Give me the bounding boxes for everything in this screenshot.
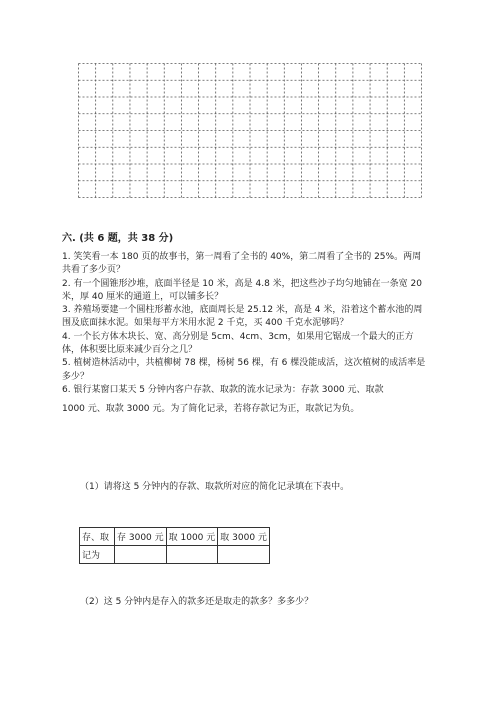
- problem-6-continued: 1000 元、取款 3000 元。为了简化记录，若将存款记为正，取款记为负。: [62, 404, 360, 415]
- table-header-cell: 存、取: [80, 528, 115, 546]
- answer-cell[interactable]: [166, 546, 218, 564]
- problem-6: 6. 银行某窗口某天 5 分钟内客户存款、取款的流水记录为：存款 3000 元、取款: [62, 384, 384, 395]
- writing-grid-svg: [78, 63, 422, 198]
- table-row-label: 记为: [80, 546, 115, 564]
- section-title: 六. (共 6 题，共 38 分): [62, 233, 174, 244]
- table-header-cell: 取 3000 元: [218, 528, 270, 546]
- problem-1: 1. 笑笑看一本 180 页的故事书，第一周看了全书的 40%，第二周看了全书的 25%。两周共看了多少页？: [62, 252, 422, 276]
- writing-grid: [78, 63, 422, 198]
- table-header-cell: 存 3000 元: [115, 528, 167, 546]
- sub-question-1: （1）请将这 5 分钟内的存款、取款所对应的简化记录填在下表中。: [80, 482, 350, 492]
- problem-4: 4. 一个长方体木块长、宽、高分别是 5cm、4cm、3cm，如果用它锯成一个最大的正方体，体积要比原来减少百分之几？: [62, 331, 414, 356]
- record-table: [79, 527, 270, 564]
- problem-list: [62, 251, 430, 417]
- sub-question-2: （2）这 5 分钟内是存入的款多还是取走的款多？多多少？: [80, 597, 314, 607]
- answer-cell[interactable]: [218, 546, 270, 564]
- answer-cell[interactable]: [115, 546, 167, 564]
- table-row: [80, 546, 270, 564]
- problem-3: 3. 养殖场要建一个圆柱形蓄水池，底面周长是 25.12 米，高是 4 米，沿着这个蓄水池的周围及底面抹水泥。如果每平方米用水泥 2 千克，买 400 千克水泥够吗？: [62, 305, 423, 329]
- problem-5: 5. 植树造林活动中，共植柳树 78 棵，杨树 56 棵，有 6 棵没能成活，这次植树的成活率是多少？: [62, 358, 426, 382]
- table-row: [80, 528, 270, 546]
- table-header-cell: 取 1000 元: [166, 528, 218, 546]
- problem-2: 2. 有一个圆锥形沙堆，底面半径是 10 米，高是 4.8 米，把这些沙子均匀地铺在一条宽 20 米，厚 40 厘米的通道上，可以铺多长？: [62, 278, 422, 302]
